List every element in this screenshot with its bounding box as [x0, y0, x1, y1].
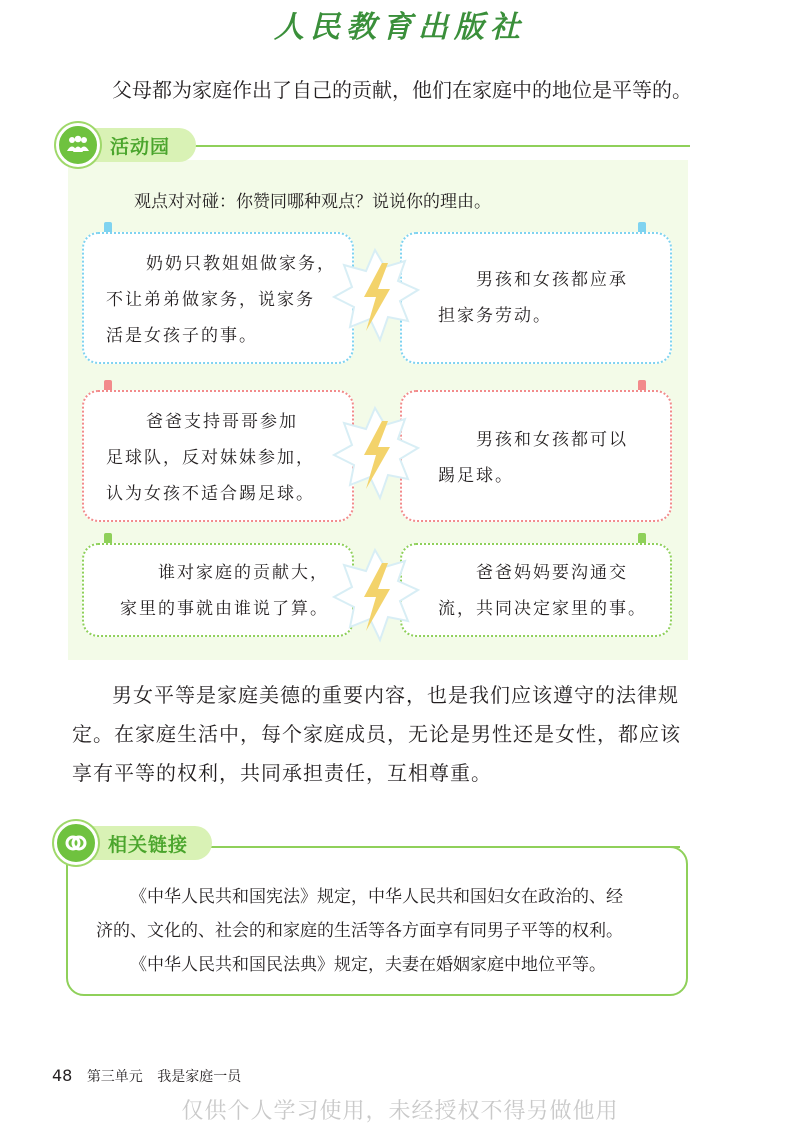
- card-line: 不让弟弟做家务，说家务: [106, 290, 315, 310]
- lightning-icon: [330, 403, 420, 503]
- opinion-card-right-3: [400, 543, 672, 637]
- opinion-card-right-1: [400, 232, 672, 364]
- opinion-card-left-3: [82, 543, 354, 637]
- card-line: 足球队，反对妹妹参加，: [106, 448, 315, 468]
- card-line: 谁对家庭的贡献大，: [158, 563, 329, 583]
- links-content: [96, 880, 676, 982]
- links-line: 《中华人民共和国民法典》规定，夫妻在婚姻家庭中地位平等。: [130, 955, 606, 975]
- card-line: 踢足球。: [438, 466, 514, 486]
- card-line: 流，共同决定家里的事。: [438, 599, 647, 619]
- card-line: 爸爸支持哥哥参加: [146, 412, 298, 432]
- watermark: 仅供个人学习使用，未经授权不得另做他用: [181, 1099, 619, 1124]
- links-divider: [210, 846, 680, 848]
- opinion-card-right-2: [400, 390, 672, 522]
- card-line: 爸爸妈妈要沟通交: [476, 563, 628, 583]
- activity-label: 活动园: [110, 135, 171, 158]
- card-line: 活是女孩子的事。: [106, 326, 258, 346]
- lightning-icon: [330, 545, 420, 645]
- publisher-logo: 人民教育出版社: [274, 10, 526, 45]
- unit-number: 第三单元: [86, 1069, 143, 1085]
- activity-prompt: 观点对对碰：你赞同哪种观点？说说你的理由。: [134, 192, 491, 212]
- opinion-card-left-1: [82, 232, 354, 364]
- body-paragraph: [72, 676, 702, 793]
- intro-text: 父母都为家庭作出了自己的贡献，他们在家庭中的地位是平等的。: [112, 78, 692, 102]
- paragraph-line: 享有平等的权利，共同承担责任，互相尊重。: [72, 761, 492, 785]
- page-number: 48: [52, 1066, 73, 1085]
- card-line: 男孩和女孩都可以: [476, 430, 628, 450]
- links-label: 相关链接: [108, 833, 189, 856]
- card-line: 家里的事就由谁说了算。: [120, 599, 329, 619]
- group-icon: [56, 123, 100, 167]
- activity-badge: [58, 128, 196, 162]
- opinion-card-left-2: [82, 390, 354, 522]
- card-line: 认为女孩不适合踢足球。: [106, 484, 315, 504]
- lightning-icon: [330, 245, 420, 345]
- activity-divider: [190, 145, 690, 147]
- paragraph-line: 定。在家庭生活中，每个家庭成员，无论是男性还是女性，都应该: [72, 722, 681, 746]
- card-line: 担家务劳动。: [438, 306, 552, 326]
- page-footer: [52, 1066, 241, 1086]
- unit-title: 我是家庭一员: [157, 1069, 242, 1085]
- link-icon: [54, 821, 98, 865]
- links-line: 《中华人民共和国宪法》规定，中华人民共和国妇女在政治的、经: [130, 887, 623, 907]
- links-badge: [56, 826, 212, 860]
- paragraph-line: 男女平等是家庭美德的重要内容，也是我们应该遵守的法律规: [112, 683, 679, 707]
- links-line: 济的、文化的、社会的和家庭的生活等各方面享有同男子平等的权利。: [96, 921, 623, 941]
- card-line: 男孩和女孩都应承: [476, 270, 628, 290]
- card-line: 奶奶只教姐姐做家务，: [146, 254, 336, 274]
